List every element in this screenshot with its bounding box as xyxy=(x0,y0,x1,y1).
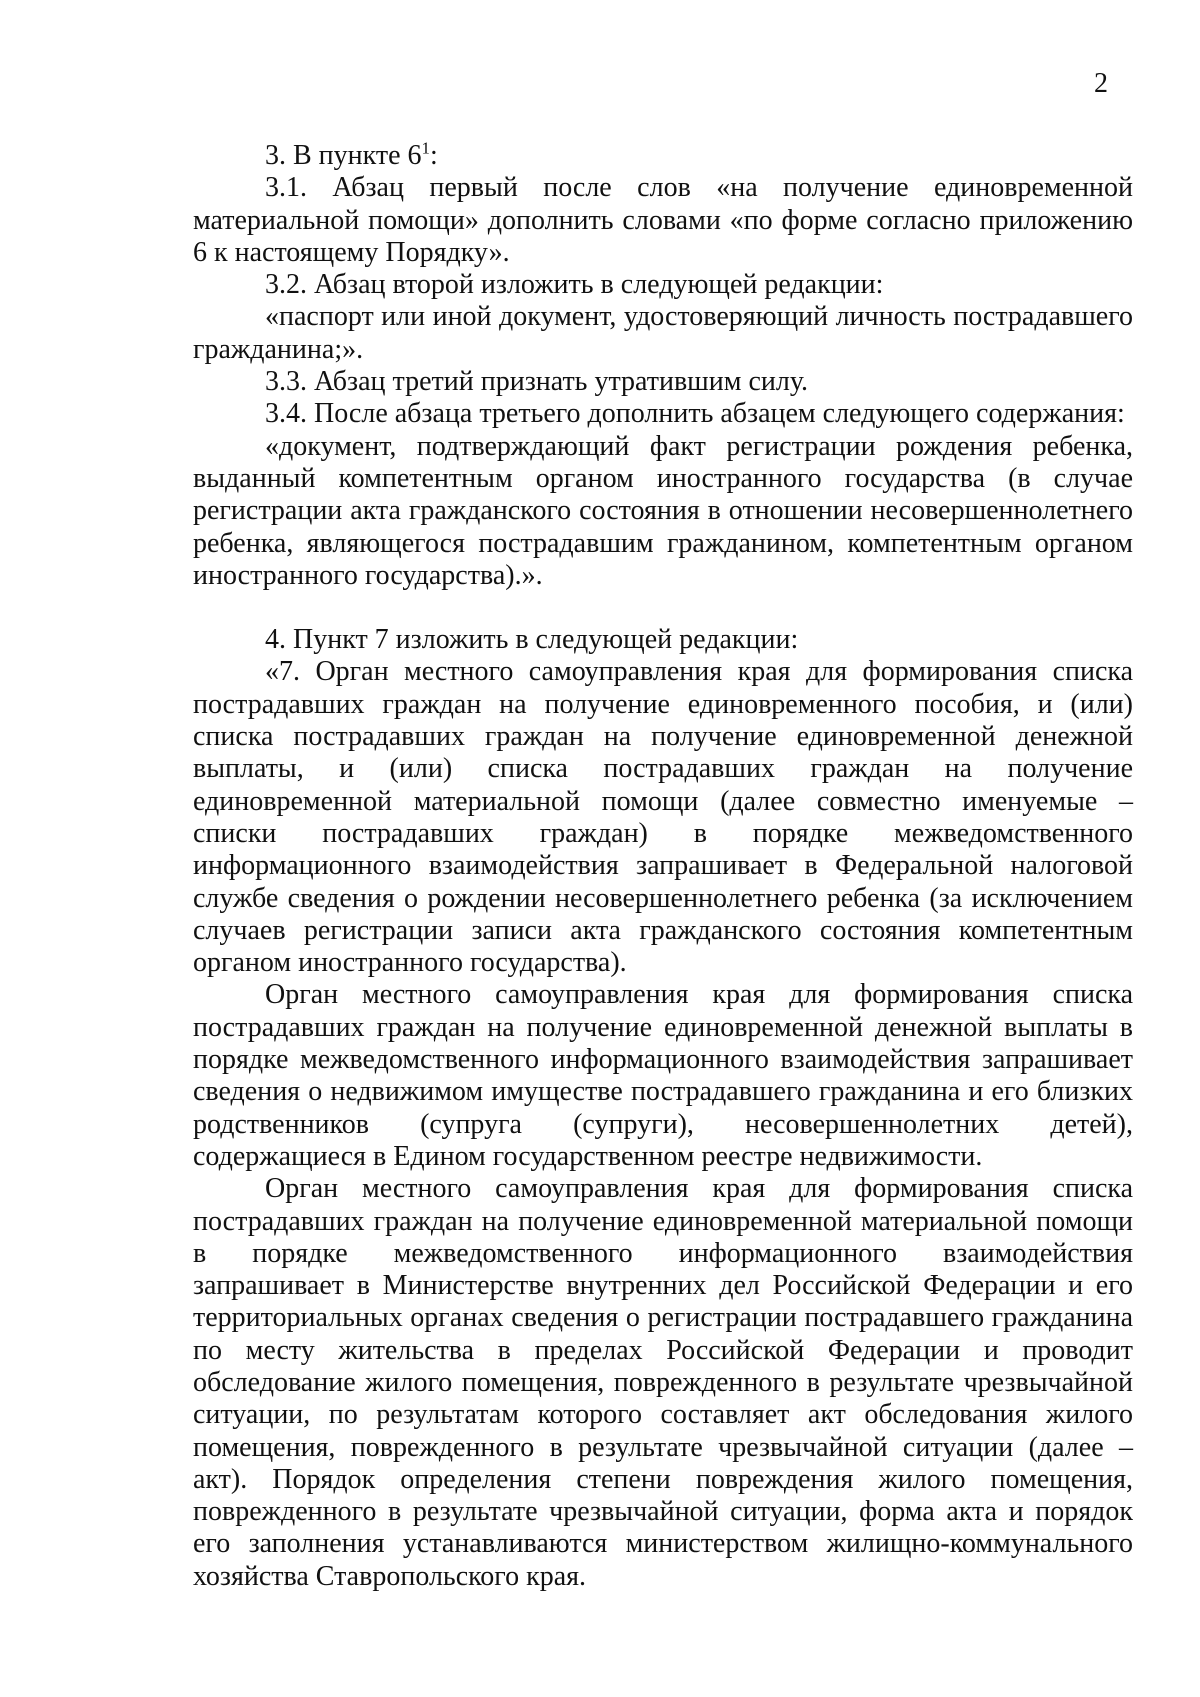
page-number: 2 xyxy=(1094,68,1108,99)
paragraph-quote-7-3: Орган местного самоуправления края для формирования списка пострадавших граждан на получение единовременной материальной помощи в порядке межведомственного информационного взаимодействия запрашивает в Министерстве внутренних дел Российской Федерации и его территориальных органах сведения о регистрации пострадавшего гражданина по месту жительства в пределах Российской Федерации и проводит обследование жилого помещения, поврежденного в результате чрезвычайной ситуации, по результатам которого составляет акт обследования жилого помещения, поврежденного в результате чрезвычайной ситуации (далее – акт). Порядок определения степени повреждения жилого помещения, поврежденного в результате чрезвычайной ситуации, форма акта и порядок его заполнения устанавливаются министерством жилищно-коммунального хозяйства Ставропольского края. xyxy=(193,1173,1133,1592)
paragraph-quote-3-4: «документ, подтверждающий факт регистрации рождения ребенка, выданный компетентным органом иностранного государства (в случае регистрации акта гражданского состояния в отношении несовершеннолетнего ребенка, являющегося пострадавшим гражданином, компетентным органом иностранного государства).». xyxy=(193,430,1133,591)
paragraph-quote-3-2: «паспорт или иной документ, удостоверяющий личность пострадавшего гражданина;». xyxy=(193,301,1133,365)
paragraph-text: 3. В пункте 6 xyxy=(265,140,422,171)
paragraph-item-3-1: 3.1. Абзац первый после слов «на получение единовременной материальной помощи» дополнить словами «по форме согласно приложению 6 к настоящему Порядку». xyxy=(193,172,1133,268)
paragraph-item-3-4: 3.4. После абзаца третьего дополнить абзацем следующего содержания: xyxy=(265,398,1125,430)
paragraph-quote-7-2: Орган местного самоуправления края для формирования списка пострадавших граждан на получение единовременной денежной выплаты в порядке межведомственного информационного взаимодействия запрашивает сведения о недвижимом имуществе пострадавшего гражданина и его близких родственников (супруга (супруги), несовершеннолетних детей), содержащиеся в Едином государственном реестре недвижимости. xyxy=(193,979,1133,1172)
paragraph-item-3 xyxy=(193,140,1133,172)
paragraph-quote-7-1: «7. Орган местного самоуправления края для формирования списка пострадавших граждан на получение единовременного пособия, и (или) списка пострадавших граждан на получение единовременной денежной выплаты, и (или) списка пострадавших граждан на получение единовременной материальной помощи (далее совместно именуемые – списки пострадавших граждан) в порядке межведомственного информационного взаимодействия запрашивает в Федеральной налоговой службе сведения о рождении несовершеннолетнего ребенка (за исключением случаев регистрации записи акта гражданского состояния компетентным органом иностранного государства). xyxy=(193,656,1133,979)
paragraph-item-3-2: 3.2. Абзац второй изложить в следующей редакции: xyxy=(265,269,884,301)
paragraph-item-4: 4. Пункт 7 изложить в следующей редакции: xyxy=(265,624,799,656)
document-body xyxy=(193,140,1133,1593)
superscript-index: 1 xyxy=(421,138,431,158)
paragraph-text: : xyxy=(430,140,438,171)
paragraph-item-3-3: 3.3. Абзац третий признать утратившим силу. xyxy=(265,366,809,398)
